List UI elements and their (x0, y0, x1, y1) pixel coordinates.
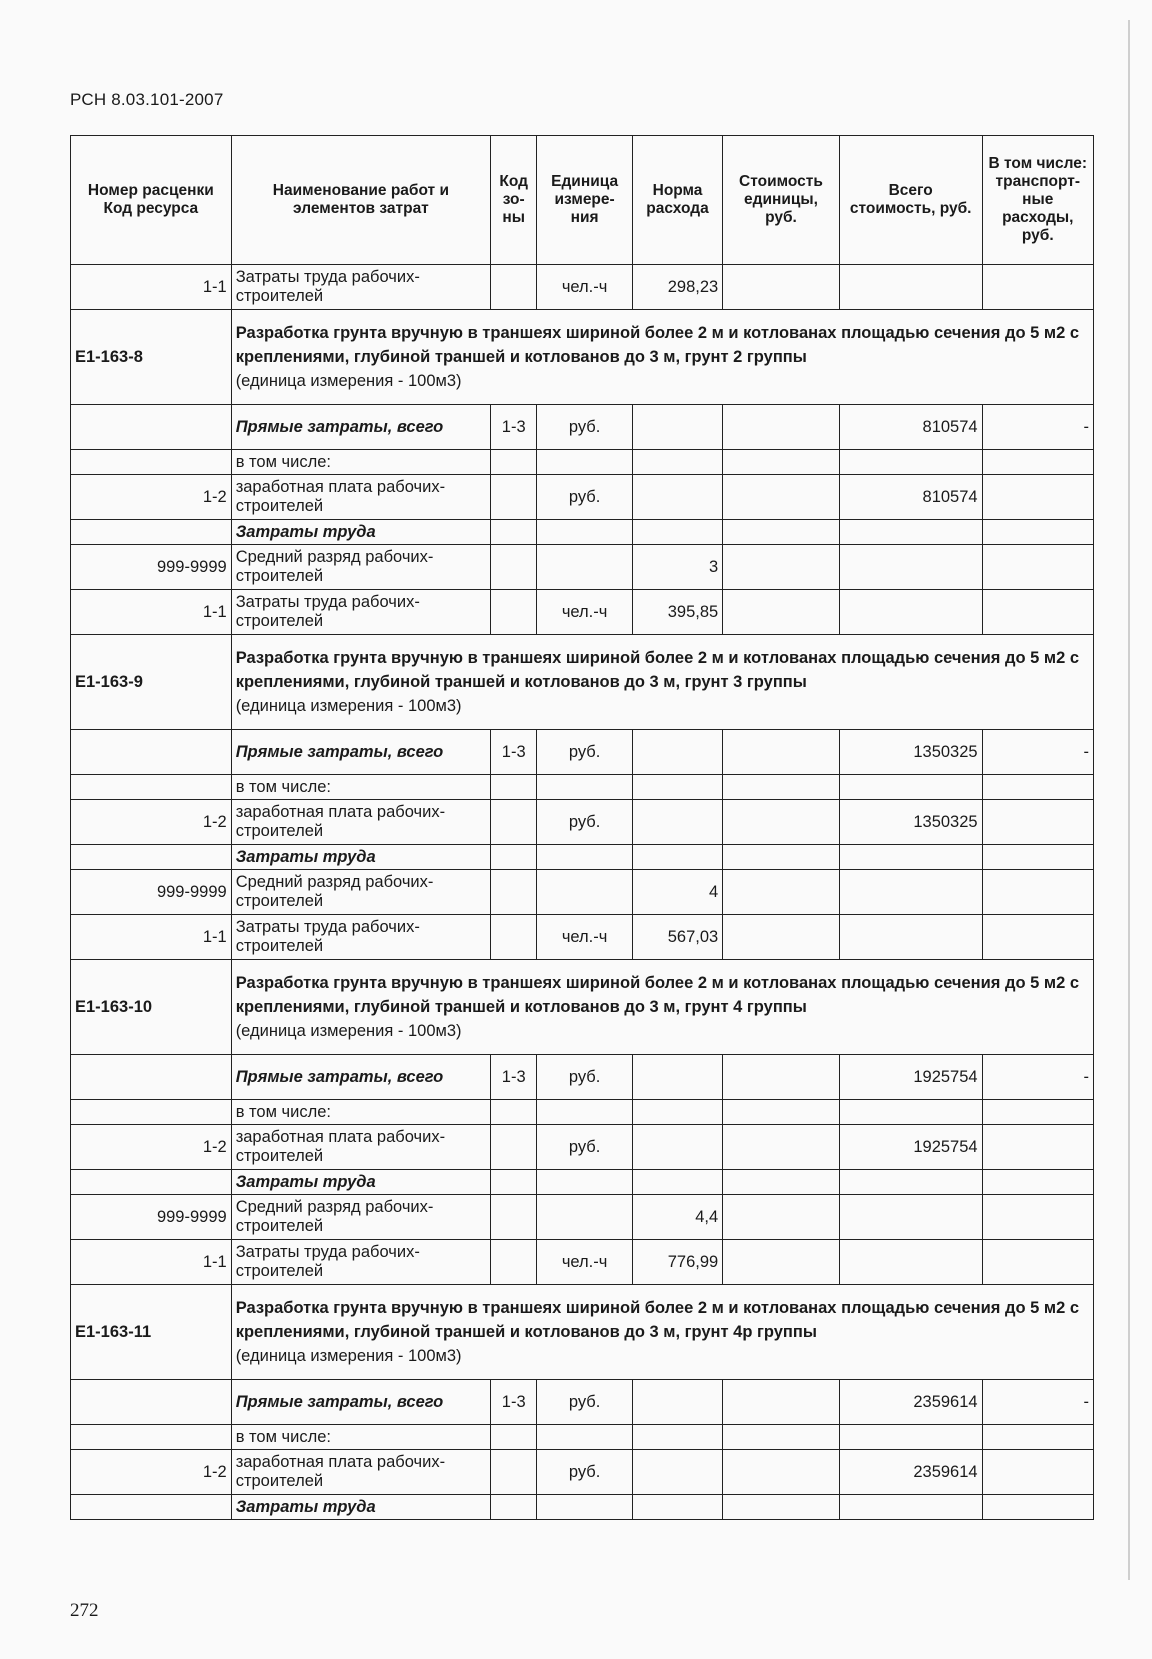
empty-cell (982, 1100, 1093, 1125)
transport-cost: - (982, 405, 1093, 450)
total-cost (839, 590, 982, 635)
column-header-code: Номер расценки Код ресурса (71, 136, 232, 265)
empty-cell (537, 845, 633, 870)
empty-cell (723, 1495, 840, 1520)
document-code: РСН 8.03.101-2007 (70, 90, 224, 109)
cost-element-name: заработная плата рабочих-строителей (231, 800, 490, 845)
norm-value: 567,03 (632, 915, 722, 960)
zone-code (491, 590, 537, 635)
resource-row (71, 1240, 1094, 1285)
resource-code (71, 1100, 232, 1125)
norm-value: 4 (632, 870, 722, 915)
rate-code: Е1-163-9 (71, 635, 232, 730)
rate-title-text: Разработка грунта вручную в траншеях шириной более 2 м и котлованах площадью сечения до 5 м2 с креплениями, глубиной траншей и котлованов до 3 м, грунт 4 группы (235, 974, 1080, 1016)
column-header-unit-cost: Стоимость единицы, руб. (723, 136, 840, 265)
including-label: в том числе: (231, 1425, 490, 1450)
resource-code: 1-1 (71, 1240, 232, 1285)
column-header-norm: Норма расхода (632, 136, 722, 265)
unit-cost (723, 405, 840, 450)
resource-code: 999-9999 (71, 545, 232, 590)
unit: чел.-ч (537, 1240, 633, 1285)
zone-code: 1-3 (491, 1055, 537, 1100)
rate-title (231, 635, 1093, 730)
transport-cost (982, 1125, 1093, 1170)
direct-costs-row (71, 405, 1094, 450)
empty-cell (632, 1495, 722, 1520)
zone-code (491, 915, 537, 960)
transport-cost: - (982, 730, 1093, 775)
section-label: Затраты труда (231, 1495, 490, 1520)
zone-code: 1-3 (491, 1380, 537, 1425)
page-edge-line (1128, 20, 1130, 1580)
including-row (71, 775, 1094, 800)
norm-value (632, 730, 722, 775)
empty-cell (839, 1425, 982, 1450)
page-number: 272 (70, 1600, 99, 1621)
transport-cost (982, 545, 1093, 590)
empty-cell (632, 1100, 722, 1125)
resource-row (71, 475, 1094, 520)
empty-cell (982, 1170, 1093, 1195)
cost-element-name: Затраты труда рабочих-строителей (231, 590, 490, 635)
total-cost (839, 1240, 982, 1285)
norm-value: 3 (632, 545, 722, 590)
transport-cost (982, 1450, 1093, 1495)
section-label: Затраты труда (231, 845, 490, 870)
including-label: в том числе: (231, 775, 490, 800)
rate-title (231, 960, 1093, 1055)
rate-title-text: Разработка грунта вручную в траншеях шириной более 2 м и котлованах площадью сечения до 5 м2 с креплениями, глубиной траншей и котлованов до 3 м, грунт 4р группы (235, 1299, 1080, 1341)
rate-title-text: Разработка грунта вручную в траншеях шириной более 2 м и котлованах площадью сечения до 5 м2 с креплениями, глубиной траншей и котлованов до 3 м, грунт 3 группы (235, 649, 1080, 691)
rate-unit-note: (единица измерения - 100м3) (235, 372, 462, 390)
norm-value: 298,23 (632, 265, 722, 310)
zone-code (491, 1125, 537, 1170)
resource-code (71, 775, 232, 800)
unit: чел.-ч (537, 915, 633, 960)
cost-element-name: Затраты труда рабочих-строителей (231, 1240, 490, 1285)
unit-cost (723, 475, 840, 520)
unit-cost (723, 1380, 840, 1425)
total-cost (839, 545, 982, 590)
unit-cost (723, 870, 840, 915)
empty-cell (632, 845, 722, 870)
transport-cost (982, 1195, 1093, 1240)
transport-cost (982, 800, 1093, 845)
empty-cell (632, 450, 722, 475)
column-header-zone: Код зо-ны (491, 136, 537, 265)
section-label: Затраты труда (231, 520, 490, 545)
transport-cost (982, 590, 1093, 635)
including-row (71, 1425, 1094, 1450)
unit-cost (723, 1240, 840, 1285)
total-cost (839, 1195, 982, 1240)
resource-code (71, 1425, 232, 1450)
resource-code (71, 405, 232, 450)
unit-cost (723, 1055, 840, 1100)
norm-value (632, 405, 722, 450)
resource-code: 999-9999 (71, 870, 232, 915)
resource-code (71, 1380, 232, 1425)
empty-cell (982, 1495, 1093, 1520)
resource-code (71, 1170, 232, 1195)
zone-code (491, 475, 537, 520)
empty-cell (491, 1170, 537, 1195)
rates-table (70, 135, 1094, 1520)
empty-cell (839, 775, 982, 800)
rate-title-text: Разработка грунта вручную в траншеях шириной более 2 м и котлованах площадью сечения до 5 м2 с креплениями, глубиной траншей и котлованов до 3 м, грунт 2 группы (235, 324, 1080, 366)
resource-row (71, 590, 1094, 635)
zone-code: 1-3 (491, 405, 537, 450)
unit-cost (723, 1450, 840, 1495)
transport-cost (982, 1240, 1093, 1285)
empty-cell (537, 450, 633, 475)
resource-row (71, 1195, 1094, 1240)
norm-value: 776,99 (632, 1240, 722, 1285)
transport-cost (982, 870, 1093, 915)
resource-code (71, 730, 232, 775)
resource-code: 1-2 (71, 475, 232, 520)
empty-cell (537, 1170, 633, 1195)
unit: руб. (537, 1125, 633, 1170)
norm-value: 4,4 (632, 1195, 722, 1240)
total-cost (839, 265, 982, 310)
rate-code: Е1-163-11 (71, 1285, 232, 1380)
cost-element-name: Прямые затраты, всего (231, 1380, 490, 1425)
resource-code: 1-1 (71, 915, 232, 960)
unit: руб. (537, 800, 633, 845)
cost-element-name: Средний разряд рабочих-строителей (231, 1195, 490, 1240)
transport-cost (982, 915, 1093, 960)
total-cost (839, 870, 982, 915)
zone-code (491, 1450, 537, 1495)
resource-row (71, 545, 1094, 590)
rate-title-row (71, 1285, 1094, 1380)
labor-section-row (71, 845, 1094, 870)
total-cost: 1925754 (839, 1055, 982, 1100)
cost-element-name: Прямые затраты, всего (231, 405, 490, 450)
norm-value: 395,85 (632, 590, 722, 635)
including-label: в том числе: (231, 450, 490, 475)
resource-code: 1-2 (71, 800, 232, 845)
table-body (71, 265, 1094, 1520)
norm-value (632, 1450, 722, 1495)
unit (537, 1195, 633, 1240)
empty-cell (839, 450, 982, 475)
zone-code (491, 1195, 537, 1240)
norm-value (632, 1055, 722, 1100)
empty-cell (537, 775, 633, 800)
unit: руб. (537, 405, 633, 450)
resource-code (71, 1055, 232, 1100)
column-header-unit: Единица измере-ния (537, 136, 633, 265)
empty-cell (632, 1170, 722, 1195)
zone-code (491, 265, 537, 310)
empty-cell (982, 775, 1093, 800)
unit: руб. (537, 1055, 633, 1100)
zone-code: 1-3 (491, 730, 537, 775)
resource-row (71, 915, 1094, 960)
transport-cost (982, 475, 1093, 520)
rate-title-row (71, 310, 1094, 405)
empty-cell (982, 520, 1093, 545)
unit-cost (723, 590, 840, 635)
empty-cell (491, 1425, 537, 1450)
labor-section-row (71, 520, 1094, 545)
resource-row (71, 870, 1094, 915)
resource-row (71, 800, 1094, 845)
including-label: в том числе: (231, 1100, 490, 1125)
empty-cell (723, 775, 840, 800)
unit-cost (723, 800, 840, 845)
table-header-row (71, 136, 1094, 265)
empty-cell (723, 845, 840, 870)
empty-cell (537, 520, 633, 545)
column-header-transport: В том числе: транспорт-ные расходы, руб. (982, 136, 1093, 265)
labor-section-row (71, 1495, 1094, 1520)
cost-element-name: заработная плата рабочих-строителей (231, 475, 490, 520)
norm-value (632, 1125, 722, 1170)
norm-value (632, 800, 722, 845)
cost-element-name: заработная плата рабочих-строителей (231, 1450, 490, 1495)
total-cost: 810574 (839, 475, 982, 520)
total-cost: 2359614 (839, 1380, 982, 1425)
total-cost: 1350325 (839, 730, 982, 775)
resource-code (71, 1495, 232, 1520)
rate-unit-note: (единица измерения - 100м3) (235, 1347, 462, 1365)
cost-element-name: заработная плата рабочих-строителей (231, 1125, 490, 1170)
empty-cell (839, 520, 982, 545)
empty-cell (723, 520, 840, 545)
rate-title (231, 310, 1093, 405)
transport-cost: - (982, 1380, 1093, 1425)
empty-cell (839, 1170, 982, 1195)
empty-cell (839, 1495, 982, 1520)
resource-row (71, 265, 1094, 310)
zone-code (491, 1240, 537, 1285)
unit-cost (723, 1195, 840, 1240)
resource-code: 1-2 (71, 1450, 232, 1495)
unit-cost (723, 1125, 840, 1170)
empty-cell (491, 845, 537, 870)
unit-cost (723, 265, 840, 310)
unit: руб. (537, 1380, 633, 1425)
empty-cell (723, 1170, 840, 1195)
unit: руб. (537, 1450, 633, 1495)
empty-cell (723, 1100, 840, 1125)
resource-code: 1-2 (71, 1125, 232, 1170)
empty-cell (839, 845, 982, 870)
total-cost: 1350325 (839, 800, 982, 845)
unit-cost (723, 545, 840, 590)
cost-element-name: Прямые затраты, всего (231, 1055, 490, 1100)
including-row (71, 1100, 1094, 1125)
rate-unit-note: (единица измерения - 100м3) (235, 1022, 462, 1040)
unit (537, 870, 633, 915)
empty-cell (537, 1495, 633, 1520)
empty-cell (982, 450, 1093, 475)
cost-element-name: Средний разряд рабочих-строителей (231, 545, 490, 590)
unit: чел.-ч (537, 265, 633, 310)
labor-section-row (71, 1170, 1094, 1195)
zone-code (491, 800, 537, 845)
empty-cell (982, 845, 1093, 870)
cost-element-name: Затраты труда рабочих-строителей (231, 265, 490, 310)
empty-cell (491, 775, 537, 800)
empty-cell (632, 775, 722, 800)
norm-value (632, 475, 722, 520)
including-row (71, 450, 1094, 475)
resource-code (71, 520, 232, 545)
direct-costs-row (71, 730, 1094, 775)
zone-code (491, 545, 537, 590)
direct-costs-row (71, 1055, 1094, 1100)
total-cost: 2359614 (839, 1450, 982, 1495)
norm-value (632, 1380, 722, 1425)
rate-title (231, 1285, 1093, 1380)
cost-element-name: Средний разряд рабочих-строителей (231, 870, 490, 915)
rate-unit-note: (единица измерения - 100м3) (235, 697, 462, 715)
empty-cell (723, 450, 840, 475)
empty-cell (537, 1425, 633, 1450)
column-header-total-cost: Всего стоимость, руб. (839, 136, 982, 265)
empty-cell (632, 520, 722, 545)
empty-cell (839, 1100, 982, 1125)
resource-code (71, 450, 232, 475)
total-cost (839, 915, 982, 960)
unit: чел.-ч (537, 590, 633, 635)
rate-title-row (71, 635, 1094, 730)
total-cost: 810574 (839, 405, 982, 450)
resource-row (71, 1125, 1094, 1170)
resource-code: 1-1 (71, 265, 232, 310)
empty-cell (537, 1100, 633, 1125)
resource-code: 1-1 (71, 590, 232, 635)
empty-cell (491, 520, 537, 545)
unit: руб. (537, 475, 633, 520)
empty-cell (723, 1425, 840, 1450)
empty-cell (491, 450, 537, 475)
total-cost: 1925754 (839, 1125, 982, 1170)
rate-title-row (71, 960, 1094, 1055)
transport-cost (982, 265, 1093, 310)
rate-code: Е1-163-8 (71, 310, 232, 405)
resource-row (71, 1450, 1094, 1495)
column-header-name: Наименование работ и элементов затрат (231, 136, 490, 265)
empty-cell (632, 1425, 722, 1450)
empty-cell (982, 1425, 1093, 1450)
cost-element-name: Прямые затраты, всего (231, 730, 490, 775)
unit-cost (723, 730, 840, 775)
zone-code (491, 870, 537, 915)
rate-code: Е1-163-10 (71, 960, 232, 1055)
direct-costs-row (71, 1380, 1094, 1425)
cost-element-name: Затраты труда рабочих-строителей (231, 915, 490, 960)
unit (537, 545, 633, 590)
empty-cell (491, 1495, 537, 1520)
resource-code: 999-9999 (71, 1195, 232, 1240)
unit: руб. (537, 730, 633, 775)
resource-code (71, 845, 232, 870)
section-label: Затраты труда (231, 1170, 490, 1195)
empty-cell (491, 1100, 537, 1125)
unit-cost (723, 915, 840, 960)
transport-cost: - (982, 1055, 1093, 1100)
